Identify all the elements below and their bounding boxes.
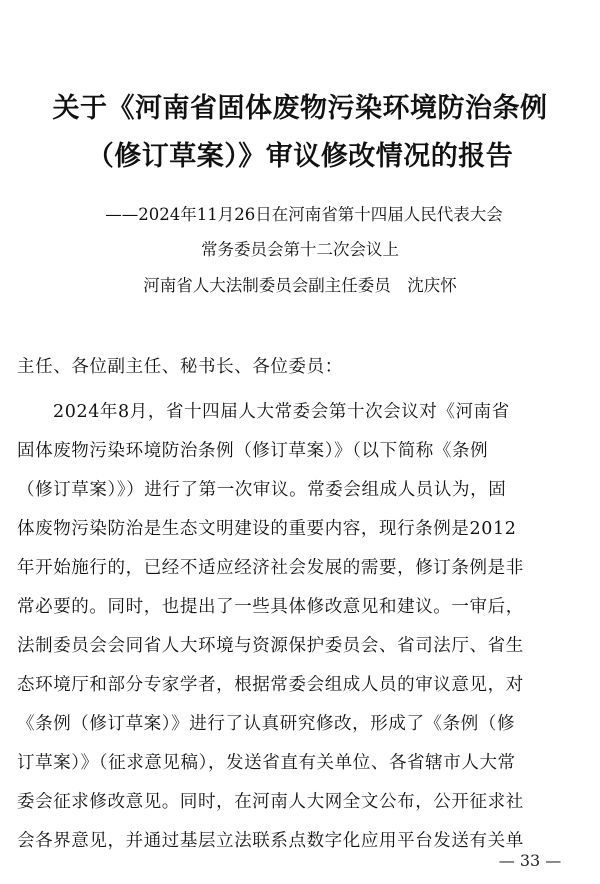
subtitle-speaker-line: 河南省人大法制委员会副主任委员 沈庆怀	[143, 276, 457, 295]
paragraph-line: （修订草案）》）进行了第一次审议。常委会组成人员认为，固	[17, 480, 507, 500]
subtitle-date-line: ——2024年11月26日在河南省第十四届人民代表大会	[105, 205, 503, 224]
paragraph-line: 订草案）》（征求意见稿），发送省直有关单位、各省辖市人大常	[17, 753, 516, 773]
paragraph-line: 体废物污染防治是生态文明建设的重要内容，现行条例是2012	[17, 519, 517, 539]
paragraph-line: 2024年8月，省十四届人大常委会第十次会议对《河南省	[53, 402, 510, 422]
paragraph-line: 委会征求修改意见。同时，在河南人大网全文公布，公开征求社	[17, 792, 524, 812]
paragraph-line: 年开始施行的，已经不适应经济社会发展的需要，修订条例是非	[17, 558, 524, 578]
page-number: — 33 —	[498, 851, 562, 870]
paragraph-line: 固体废物污染环境防治条例（修订草案）》（以下简称《条例	[17, 441, 489, 461]
paragraph-line: 法制委员会会同省人大环境与资源保护委员会、省司法厅、省生	[17, 636, 524, 656]
paragraph-line: 会各界意见，并通过基层立法联系点数字化应用平台发送有关单	[17, 831, 524, 851]
salutation: 主任、各位副主任、秘书长、各位委员：	[17, 357, 343, 377]
paragraph-line: 《条例（修订草案）》进行了认真研究修改，形成了《条例（修	[17, 714, 516, 734]
paragraph-line: 态环境厅和部分专家学者，根据常委会组成人员的审议意见，对	[17, 675, 524, 695]
subtitle-meeting-line: 常务委员会第十二次会议上	[201, 240, 399, 259]
report-title-line-2: （修订草案）》审议修改情况的报告	[86, 141, 514, 172]
report-title-line-1: 关于《河南省固体废物污染环境防治条例	[52, 93, 548, 124]
paragraph-line: 常必要的。同时，也提出了一些具体修改意见和建议。一审后，	[17, 597, 524, 617]
